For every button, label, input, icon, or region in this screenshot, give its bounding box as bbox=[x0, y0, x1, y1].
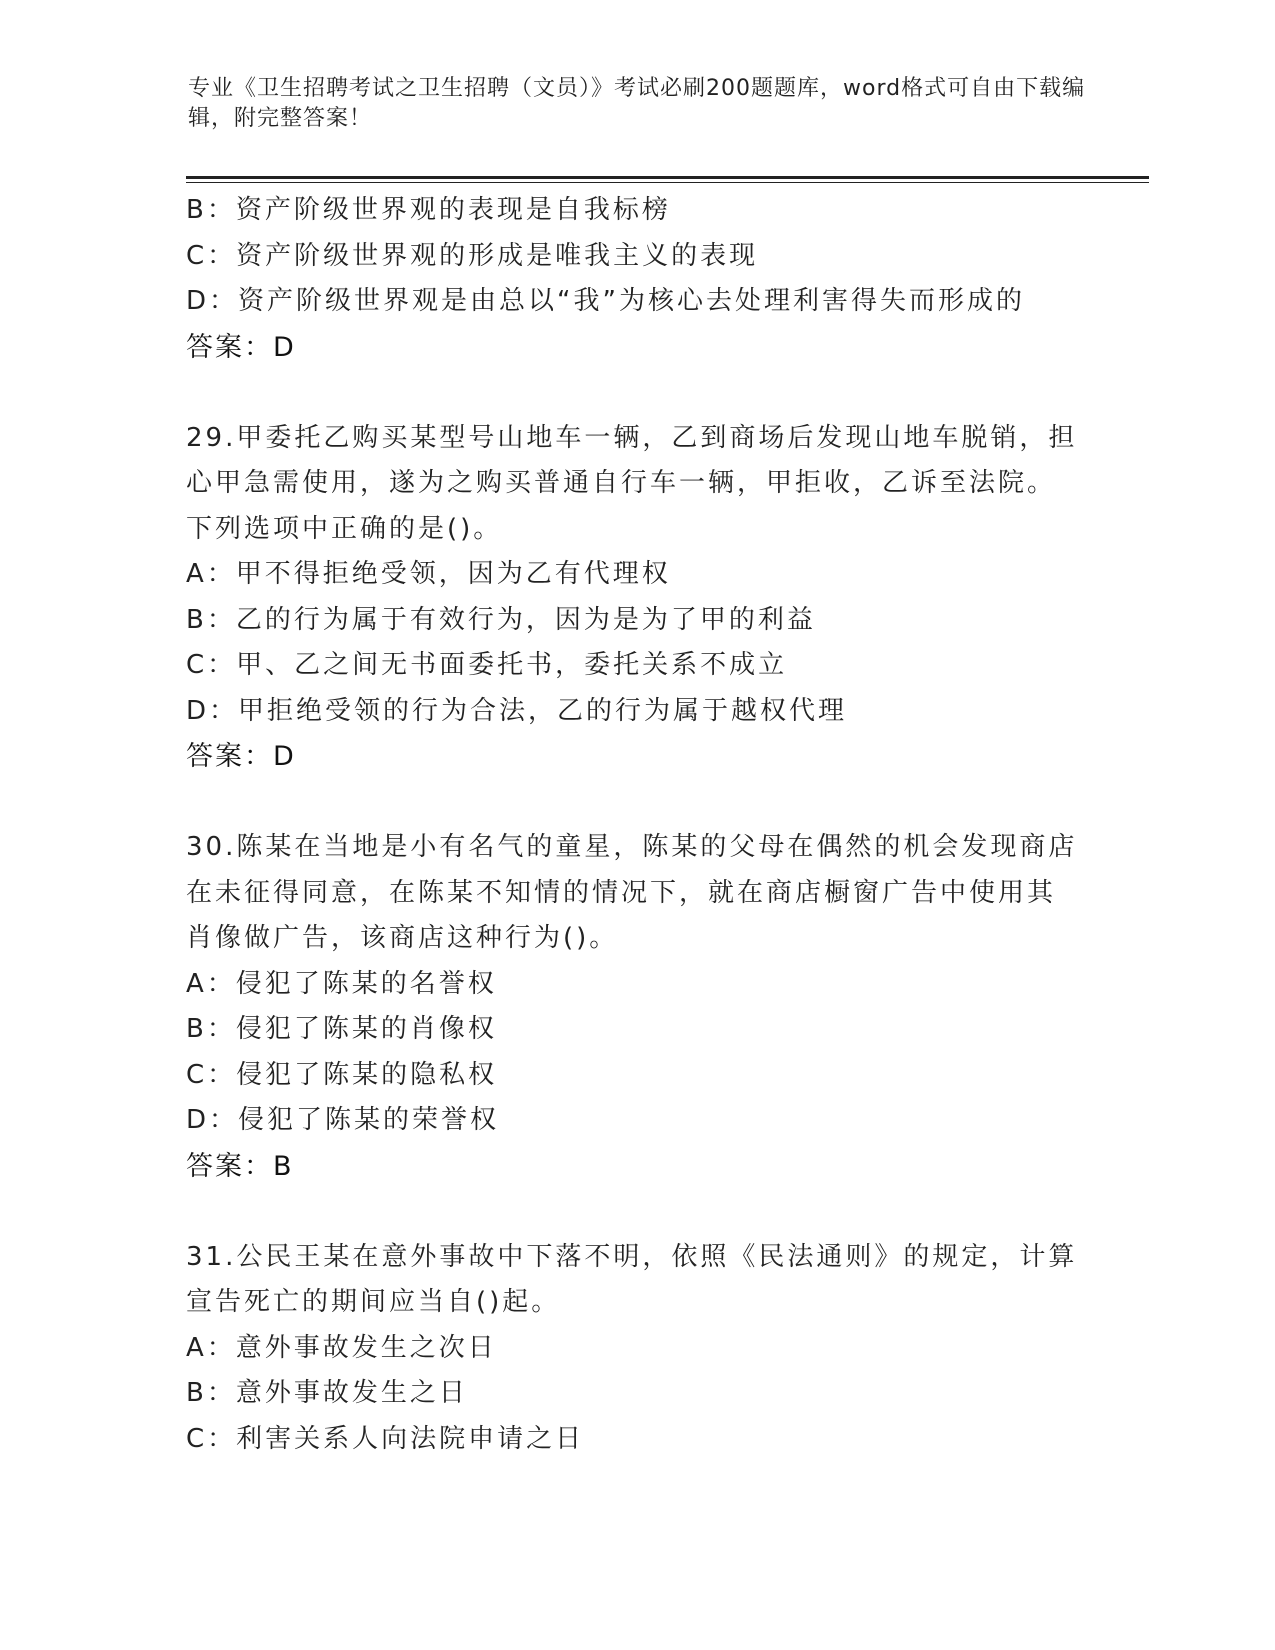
question-stem-line: 31.公民王某在意外事故中下落不明，依照《民法通则》的规定，计算 bbox=[186, 1241, 1078, 1272]
option-c: C：资产阶级世界观的形成是唯我主义的表现 bbox=[186, 240, 759, 271]
question-content bbox=[186, 188, 1086, 1462]
option-c: C：利害关系人向法院申请之日 bbox=[186, 1423, 585, 1454]
answer: 答案：D bbox=[186, 741, 296, 772]
question-stem-line: 30.陈某在当地是小有名气的童星，陈某的父母在偶然的机会发现商店 bbox=[186, 832, 1078, 862]
question-stem-line: 心甲急需使用，遂为之购买普通自行车一辆，甲拒收，乙诉至法院。 bbox=[186, 468, 1057, 498]
spacer bbox=[186, 780, 1086, 826]
spacer bbox=[186, 1189, 1086, 1235]
page-header: 专业《卫生招聘考试之卫生招聘（文员）》考试必刷200题题库，word格式可自由下载编辑，附完整答案！ bbox=[188, 76, 1086, 131]
question-31 bbox=[186, 1235, 1086, 1463]
question-stem-line: 29.甲委托乙购买某型号山地车一辆，乙到商场后发现山地车脱销，担 bbox=[186, 422, 1078, 453]
answer: 答案：D bbox=[186, 331, 296, 363]
answer: 答案：B bbox=[186, 1150, 294, 1182]
option-a: A：甲不得拒绝受领，因为乙有代理权 bbox=[186, 559, 671, 589]
option-c: C：侵犯了陈某的隐私权 bbox=[186, 1059, 498, 1090]
option-b: B：侵犯了陈某的肖像权 bbox=[186, 1014, 497, 1044]
option-d: D：资产阶级世界观是由总以“我”为核心去处理利害得失而形成的 bbox=[186, 286, 1025, 316]
question-30 bbox=[186, 825, 1086, 1189]
question-28-continued bbox=[186, 188, 1086, 370]
option-b: B：资产阶级世界观的表现是自我标榜 bbox=[186, 195, 671, 225]
question-stem-line: 下列选项中正确的是()。 bbox=[186, 513, 503, 544]
option-d: D：侵犯了陈某的荣誉权 bbox=[186, 1105, 500, 1135]
header-rule-thick bbox=[186, 176, 1149, 179]
spacer bbox=[186, 370, 1086, 416]
question-stem-line: 在未征得同意，在陈某不知情的情况下，就在商店橱窗广告中使用其 bbox=[186, 877, 1057, 908]
question-stem-line: 宣告死亡的期间应当自()起。 bbox=[186, 1287, 561, 1317]
question-29 bbox=[186, 416, 1086, 780]
option-a: A：侵犯了陈某的名誉权 bbox=[186, 968, 497, 999]
option-d: D：甲拒绝受领的行为合法，乙的行为属于越权代理 bbox=[186, 695, 848, 726]
option-b: B：意外事故发生之日 bbox=[186, 1378, 468, 1408]
question-stem-line: 肖像做广告，该商店这种行为()。 bbox=[186, 923, 619, 953]
option-a: A：意外事故发生之次日 bbox=[186, 1332, 497, 1363]
option-c: C：甲、乙之间无书面委托书，委托关系不成立 bbox=[186, 650, 788, 680]
header-rule-thin bbox=[186, 182, 1149, 183]
option-b: B：乙的行为属于有效行为，因为是为了甲的利益 bbox=[186, 604, 816, 635]
